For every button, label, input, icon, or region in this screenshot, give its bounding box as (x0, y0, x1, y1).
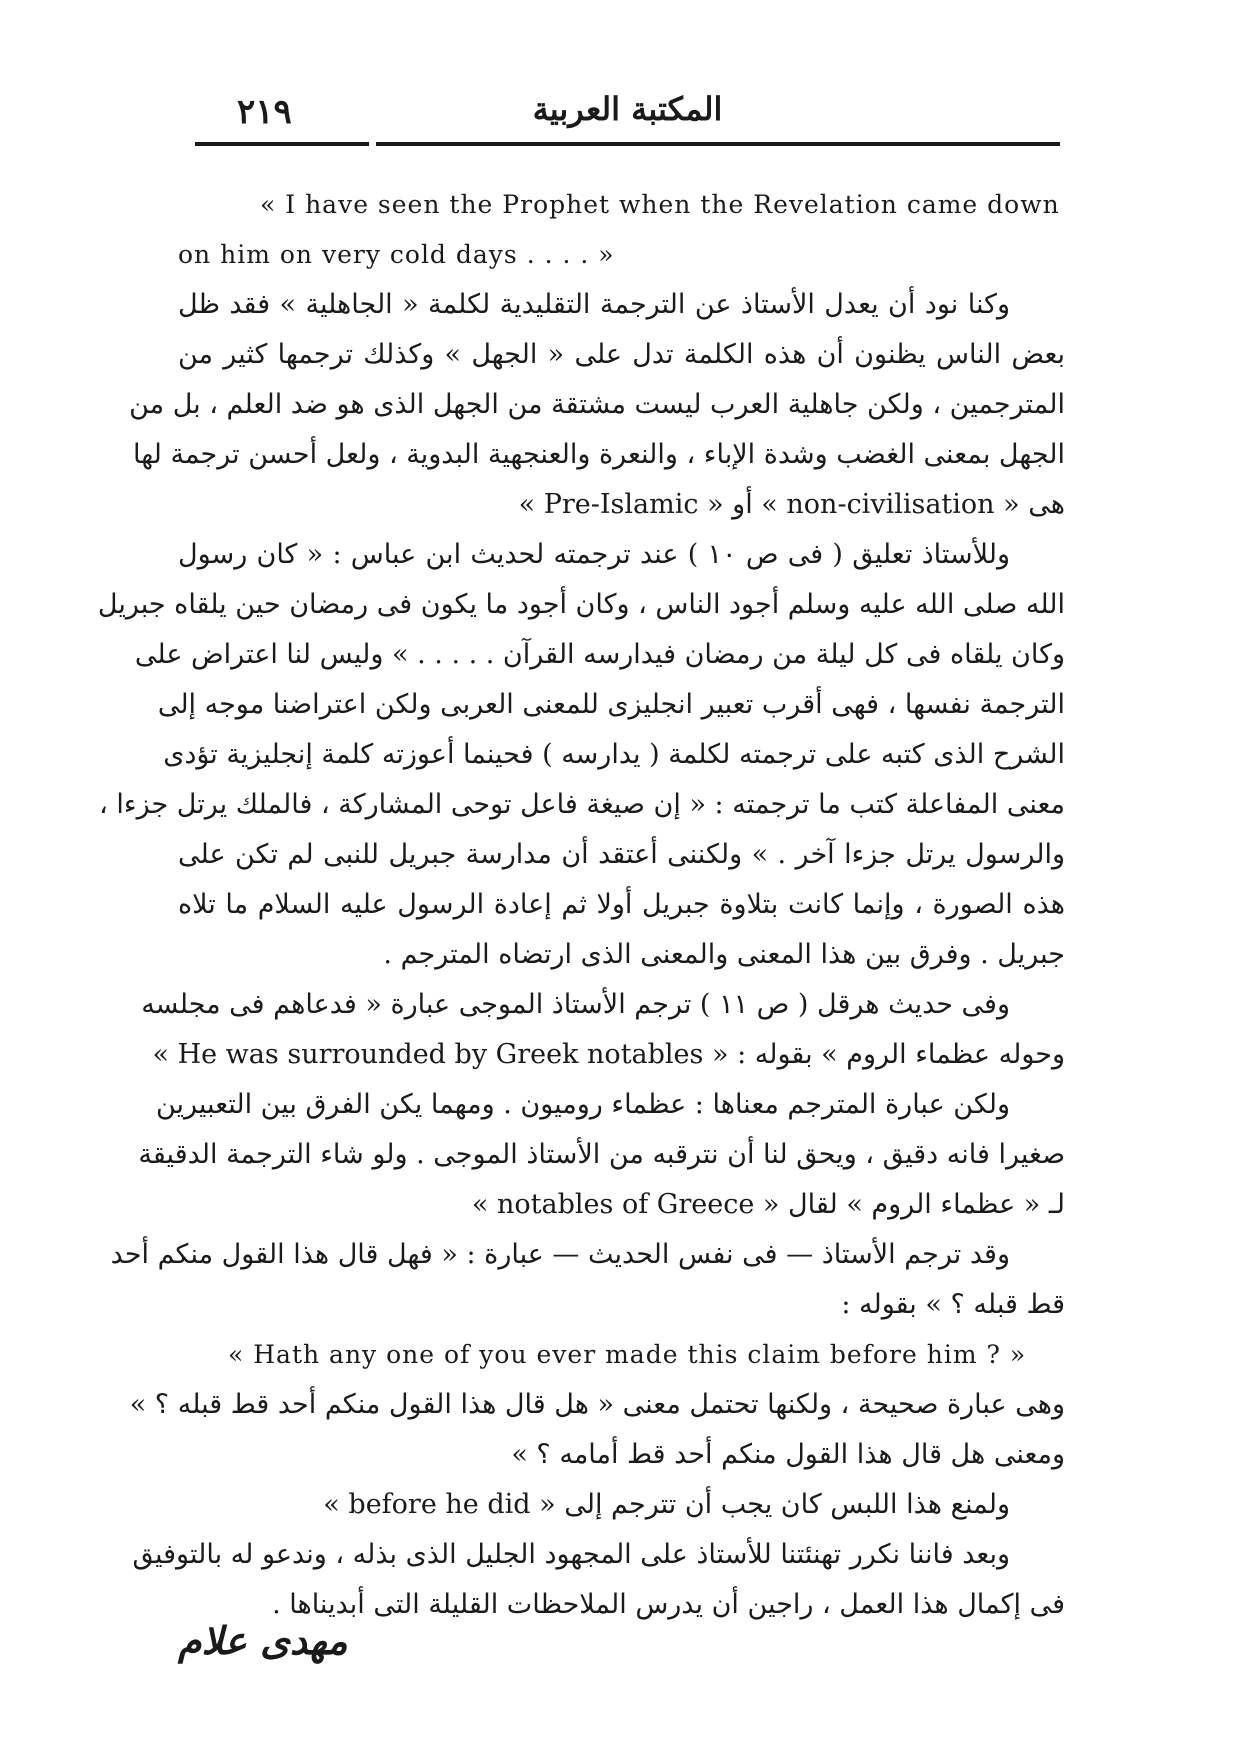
text-line: المترجمين ، ولكن جاهلية العرب ليست مشتقة من الجهل الذى هو ضد العلم ، بل من (129, 389, 1065, 420)
text-line: لـ « عظماء الروم » لقال « notables of Greece » (471, 1189, 1065, 1220)
page-number: ٢١٩ (237, 92, 292, 132)
text-line: بعض الناس يظنون أن هذه الكلمة تدل على « الجهل » وكذلك ترجمها كثير من (178, 339, 1065, 370)
text-line: الله صلى الله عليه وسلم أجود الناس ، وكان أجود ما يكون فى رمضان حين يلقاه جبريل (97, 589, 1065, 620)
running-title: المكتبة العربية (532, 90, 723, 128)
text-line: وكان يلقاه فى كل ليلة من رمضان فيدارسه القرآن . . . . . » وليس لنا اعتراض على (134, 639, 1065, 670)
text-line: وبعد فاننا نكرر تهنئتنا للأستاذ على المجهود الجليل الذى بذله ، وندعو له بالتوفيق (132, 1539, 1010, 1570)
page-header (195, 86, 1060, 136)
text-line: والرسول يرتل جزءا آخر . » ولكننى أعتقد أن مدارسة جبريل للنبى لم تكن على (178, 839, 1065, 870)
text-line: وللأستاذ تعليق ( فى ص ١٠ ) عند ترجمته لحديث ابن عباس : « كان رسول (178, 539, 1010, 570)
text-line: فى إكمال هذا العمل ، راجين أن يدرس الملاحظات القليلة التى أبديناها . (272, 1589, 1065, 1620)
text-line: وهى عبارة صحيحة ، ولكنها تحتمل معنى « هل قال هذا القول منكم أحد قط قبله ؟ » (129, 1389, 1065, 1420)
text-line: قط قبله ؟ » بقوله : (841, 1289, 1065, 1320)
text-line: صغيرا فانه دقيق ، ويحق لنا أن نترقبه من الأستاذ الموجى . ولو شاء الترجمة الدقيقة (138, 1139, 1065, 1170)
text-line: ومعنى هل قال هذا القول منكم أحد قط أمامه ؟ » (511, 1439, 1065, 1470)
text-line: on him on very cold days . . . . » (178, 240, 615, 269)
text-line: وقد ترجم الأستاذ — فى نفس الحديث — عبارة : « فهل قال هذا القول منكم أحد (110, 1239, 1010, 1270)
text-line: ولمنع هذا اللبس كان يجب أن تترجم إلى « before he did » (323, 1489, 1010, 1520)
header-rule-left (195, 142, 369, 146)
text-line: هذه الصورة ، وإنما كانت بتلاوة جبريل أولا ثم إعادة الرسول عليه السلام ما تلاه (178, 889, 1065, 920)
text-line: جبريل . وفرق بين هذا المعنى والمعنى الذى ارتضاه المترجم . (383, 939, 1065, 970)
text-line: وحوله عظماء الروم » بقوله : « He was surrounded by Greek notables » (152, 1039, 1065, 1070)
text-line: « I have seen the Prophet when the Revelation came down (260, 190, 1060, 219)
text-line: الترجمة نفسها ، فهى أقرب تعبير انجليزى للمعنى العربى ولكن اعتراضنا موجه إلى (157, 689, 1065, 720)
text-line: معنى المفاعلة كتب ما ترجمته : « إن صيغة فاعل توحى المشاركة ، فالملك يرتل جزءا ، (99, 789, 1065, 820)
text-line: وكنا نود أن يعدل الأستاذ عن الترجمة التقليدية لكلمة « الجاهلية » فقد ظل (178, 289, 1010, 320)
text-line: « Hath any one of you ever made this claim before him ? » (228, 1340, 1027, 1369)
text-line: الجهل بمعنى الغضب وشدة الإباء ، والنعرة والعنجهية البدوية ، ولعل أحسن ترجمة لها (132, 439, 1065, 470)
body-text (97, 180, 1065, 1630)
text-line: الشرح الذى كتبه على ترجمته لكلمة ( يدارسه ) فحينما أعوزته كلمة إنجليزية تؤدى (163, 739, 1065, 770)
text-line: ولكن عبارة المترجم معناها : عظماء روميون . ومهما يكن الفرق بين التعبيرين (155, 1089, 1010, 1120)
text-line: هى « non-civilisation » أو « Pre-Islamic » (518, 489, 1065, 520)
text-line: وفى حديث هرقل ( ص ١١ ) ترجم الأستاذ الموجى عبارة « فدعاهم فى مجلسه (141, 989, 1010, 1020)
author-signature: مهدى علام (178, 1618, 348, 1663)
header-rule-right (376, 142, 1060, 146)
